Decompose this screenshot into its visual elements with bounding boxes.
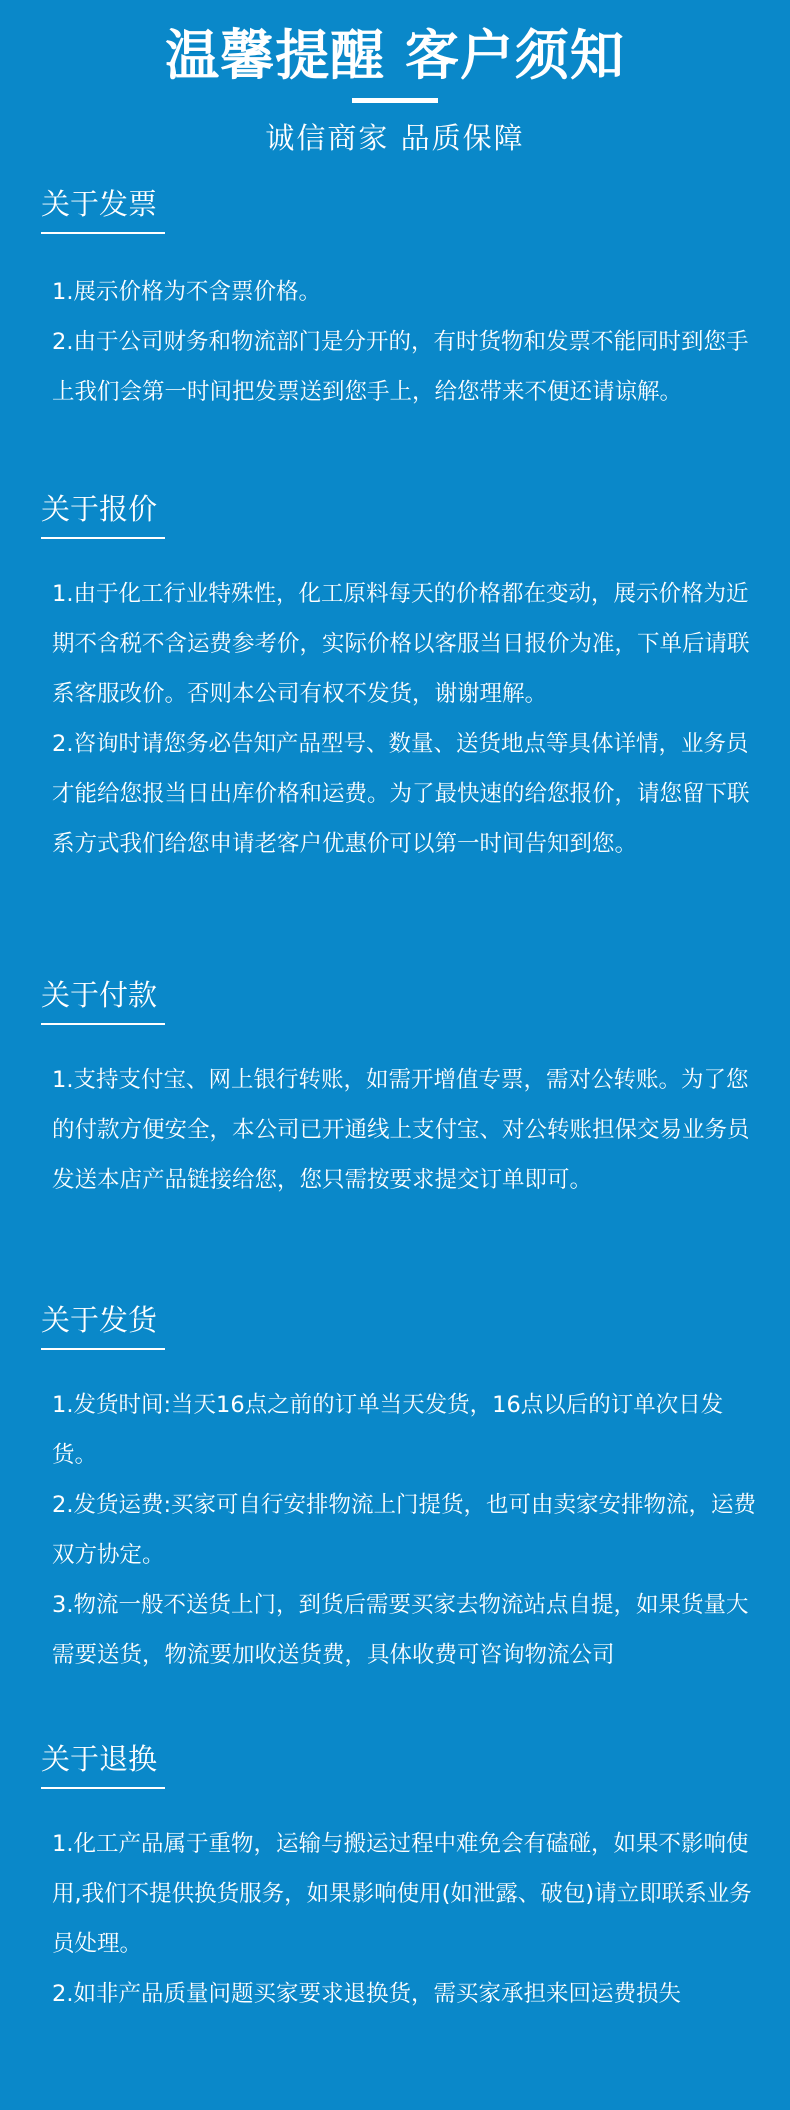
paragraph: 3.物流一般不送货上门，到货后需要买家去物流站点自提，如果货量大需要送货，物流要加收送货费，具体收费可咨询物流公司	[52, 1592, 749, 1668]
page-subtitle: 诚信商家 品质保障	[265, 121, 525, 155]
paragraph: 2.发货运费:买家可自行安排物流上门提货，也可由卖家安排物流，运费双方协定。	[52, 1492, 757, 1568]
section-body-shipping	[52, 1380, 758, 1680]
section-heading-returns: 关于退换	[41, 1742, 158, 1776]
section-underline-quote	[41, 537, 165, 539]
section-body-invoice	[52, 267, 758, 417]
paragraph: 1.由于化工行业特殊性，化工原料每天的价格都在变动，展示价格为近期不含税不含运费参考价，实际价格以客服当日报价为准，下单后请联系客服改价。否则本公司有权不发货，谢谢理解。	[52, 581, 750, 707]
paragraph: 2.如非产品质量问题买家要求退换货，需买家承担来回运费损失	[52, 1981, 681, 2007]
title-underline	[352, 98, 438, 103]
paragraph: 1.化工产品属于重物，运输与搬运过程中难免会有磕碰，如果不影响使用,我们不提供换货服务，如果影响使用(如泄露、破包)请立即联系业务员处理。	[52, 1831, 752, 1957]
section-underline-returns	[41, 1787, 165, 1789]
paragraph: 1.展示价格为不含票价格。	[52, 279, 321, 305]
section-heading-shipping: 关于发货	[41, 1303, 158, 1337]
paragraph: 2.咨询时请您务必告知产品型号、数量、送货地点等具体详情，业务员才能给您报当日出库价格和运费。为了最快速的给您报价，请您留下联系方式我们给您申请老客户优惠价可以第一时间告知到您。	[52, 731, 750, 857]
paragraph: 1.支持支付宝、网上银行转账，如需开增值专票，需对公转账。为了您的付款方便安全，本公司已开通线上支付宝、对公转账担保交易业务员发送本店产品链接给您，您只需按要求提交订单即可。	[52, 1067, 750, 1193]
paragraph: 2.由于公司财务和物流部门是分开的，有时货物和发票不能同时到您手上我们会第一时间把发票送到您手上，给您带来不便还请谅解。	[52, 329, 749, 405]
section-underline-shipping	[41, 1348, 165, 1350]
section-body-payment	[52, 1055, 758, 1205]
page-title: 温馨提醒 客户须知	[165, 23, 625, 87]
section-underline-invoice	[41, 232, 165, 234]
section-heading-quote: 关于报价	[41, 492, 158, 526]
paragraph: 1.发货时间:当天16点之前的订单当天发货，16点以后的订单次日发货。	[52, 1392, 724, 1468]
section-underline-payment	[41, 1023, 165, 1025]
section-heading-payment: 关于付款	[41, 978, 158, 1012]
section-body-quote	[52, 569, 758, 869]
section-body-returns	[52, 1819, 758, 2019]
section-heading-invoice: 关于发票	[41, 187, 158, 221]
